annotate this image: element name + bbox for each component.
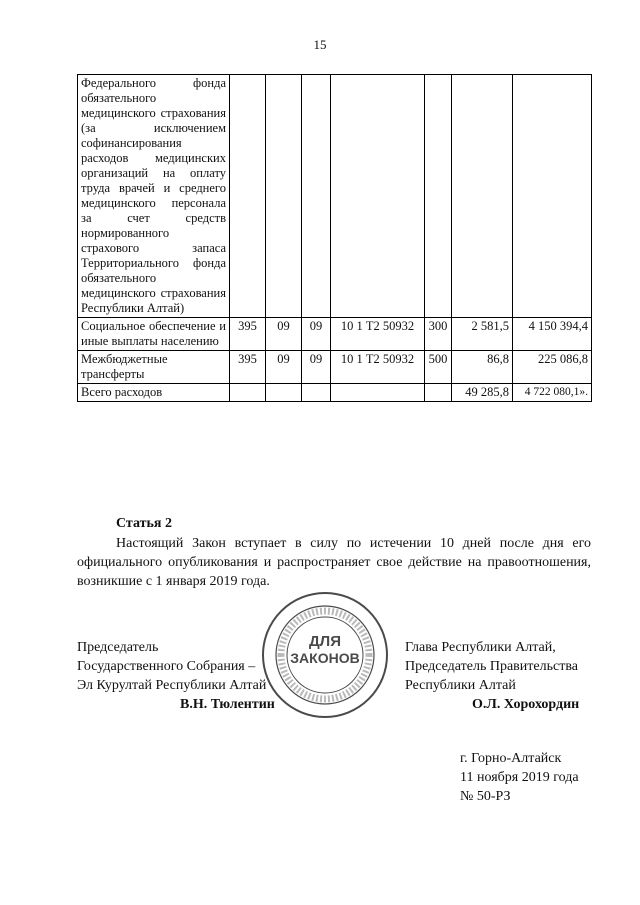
place-date: 11 ноября 2019 года — [460, 770, 579, 785]
section-cell — [266, 384, 302, 402]
expense-type-cell — [425, 75, 452, 318]
stamp-line2: ЗАКОНОВ — [290, 650, 360, 666]
ministry-cell: 395 — [230, 351, 266, 384]
subsection-cell: 09 — [302, 351, 331, 384]
target-cell — [331, 384, 425, 402]
subsection-cell — [302, 384, 331, 402]
signature-right-title-2: Председатель Правительства — [405, 659, 578, 674]
row-name: Всего расходов — [78, 384, 230, 402]
place-city: г. Горно-Алтайск — [460, 751, 562, 766]
table-row — [78, 75, 592, 318]
expense-type-cell: 300 — [425, 318, 452, 351]
section-cell — [266, 75, 302, 318]
signature-right — [405, 638, 605, 714]
subsection-cell: 09 — [302, 318, 331, 351]
target-cell: 10 1 Т2 50932 — [331, 318, 425, 351]
signature-right-title-3: Республики Алтай — [405, 678, 516, 693]
subsection-cell — [302, 75, 331, 318]
table-row-total — [78, 384, 592, 402]
amount-total-cell — [513, 75, 592, 318]
place-date-number — [460, 749, 579, 806]
table-row — [78, 318, 592, 351]
table-row — [78, 351, 592, 384]
amount-total-cell: 4 150 394,4 — [513, 318, 592, 351]
signature-left — [77, 638, 287, 714]
amount-total-cell: 4 722 080,1». — [513, 384, 592, 402]
law-number: № 50-РЗ — [460, 789, 511, 804]
signature-left-name: В.Н. Тюлентин — [180, 697, 275, 712]
budget-table — [77, 74, 592, 402]
section-cell: 09 — [266, 351, 302, 384]
amount-change-cell: 86,8 — [452, 351, 513, 384]
row-name: Федерального фонда обязательного медицинского страхования (за исключением софинансирования расходов медицинских организаций на оплату труда врачей и среднего медицинского персонала за счет средств нормированного страхового запаса Территориального фонда обязательного медицинского страхования Республики Алтай) — [78, 75, 230, 318]
expense-type-cell: 500 — [425, 351, 452, 384]
signature-left-title-1: Председатель — [77, 640, 159, 655]
signature-right-title-1: Глава Республики Алтай, — [405, 640, 556, 655]
amount-change-cell: 2 581,5 — [452, 318, 513, 351]
amount-total-cell: 225 086,8 — [513, 351, 592, 384]
row-name: Межбюджетные трансферты — [78, 351, 230, 384]
signature-left-title-2: Государственного Собрания – — [77, 659, 256, 674]
target-cell — [331, 75, 425, 318]
ministry-cell — [230, 384, 266, 402]
ministry-cell — [230, 75, 266, 318]
signature-right-name: О.Л. Хорохордин — [472, 697, 580, 712]
target-cell: 10 1 Т2 50932 — [331, 351, 425, 384]
section-cell: 09 — [266, 318, 302, 351]
ministry-cell: 395 — [230, 318, 266, 351]
amount-change-cell — [452, 75, 513, 318]
article-title: Статья 2 — [116, 516, 172, 531]
expense-type-cell — [425, 384, 452, 402]
signature-left-title-3: Эл Курултай Республики Алтай — [77, 678, 267, 693]
row-name: Социальное обеспечение и иные выплаты населению — [78, 318, 230, 351]
article-text: Настоящий Закон вступает в силу по истечении 10 дней после дня его официального опубликования и распространяет свое действие на правоотношения, возникшие с 1 января 2019 года. — [77, 536, 591, 589]
stamp-line1: ДЛЯ — [309, 633, 341, 650]
amount-change-cell: 49 285,8 — [452, 384, 513, 402]
page-number: 15 — [313, 37, 327, 52]
